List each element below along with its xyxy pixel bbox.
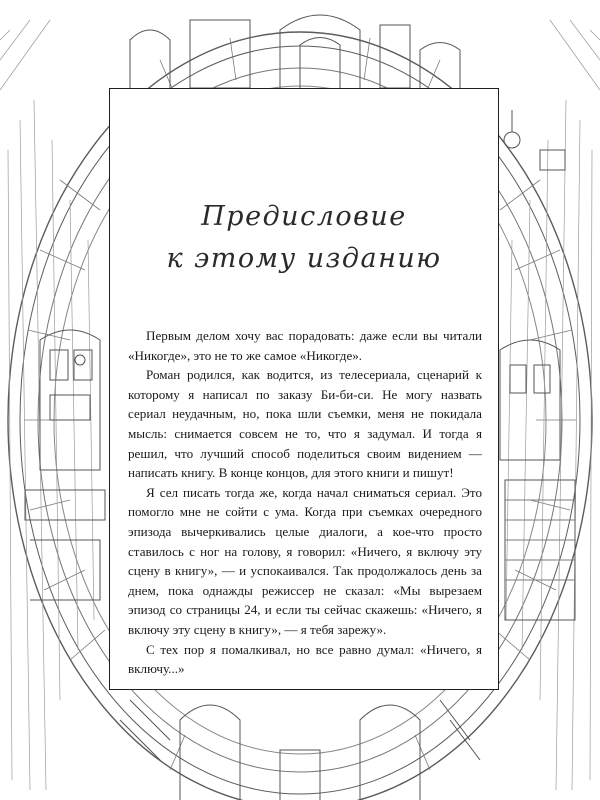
page-subtitle: к этому изданию (166, 243, 442, 274)
text-panel (109, 88, 499, 690)
paragraph: Первым делом хочу вас порадовать: даже если вы читали «Никогде», это не то же самое «Никогде». (128, 328, 482, 363)
paragraph: Роман родился, как водится, из телесериала, сценарий к которому я написал по заказу Би-би-си. Не могу назвать сериал неудачным, но, пока шли съемки, меня не покидала мысль: снимается совсем не то, что я задумал. И тогда я решил, что лучший способ поделиться своим видением — написать книгу. В конце концов, для этого книги и пишут! (128, 367, 482, 481)
paragraph: Я сел писать тогда же, когда начал сниматься сериал. Это помогло мне не сойти с ума. Когда при съемках очередного эпизода вычеркивались целые диалоги, а кое-что просто ставилось с ног на голову, я говорил: «Ничего, я включу эту сцену в книгу», — и успокаивался. Так продолжалось день за днем, пока однажды режиссер не сказал: «Мы вырезаем эпизод со страницы 24, и если ты сейчас скажешь: «Ничего, я включу эту сцену в книгу», — я тебя зарежу». (128, 484, 482, 637)
page-title: Предисловие (201, 201, 407, 232)
body-text (128, 326, 482, 679)
paragraph: С тех пор я помалкивал, но все равно думал: «Ничего, я включу...» (128, 641, 482, 677)
